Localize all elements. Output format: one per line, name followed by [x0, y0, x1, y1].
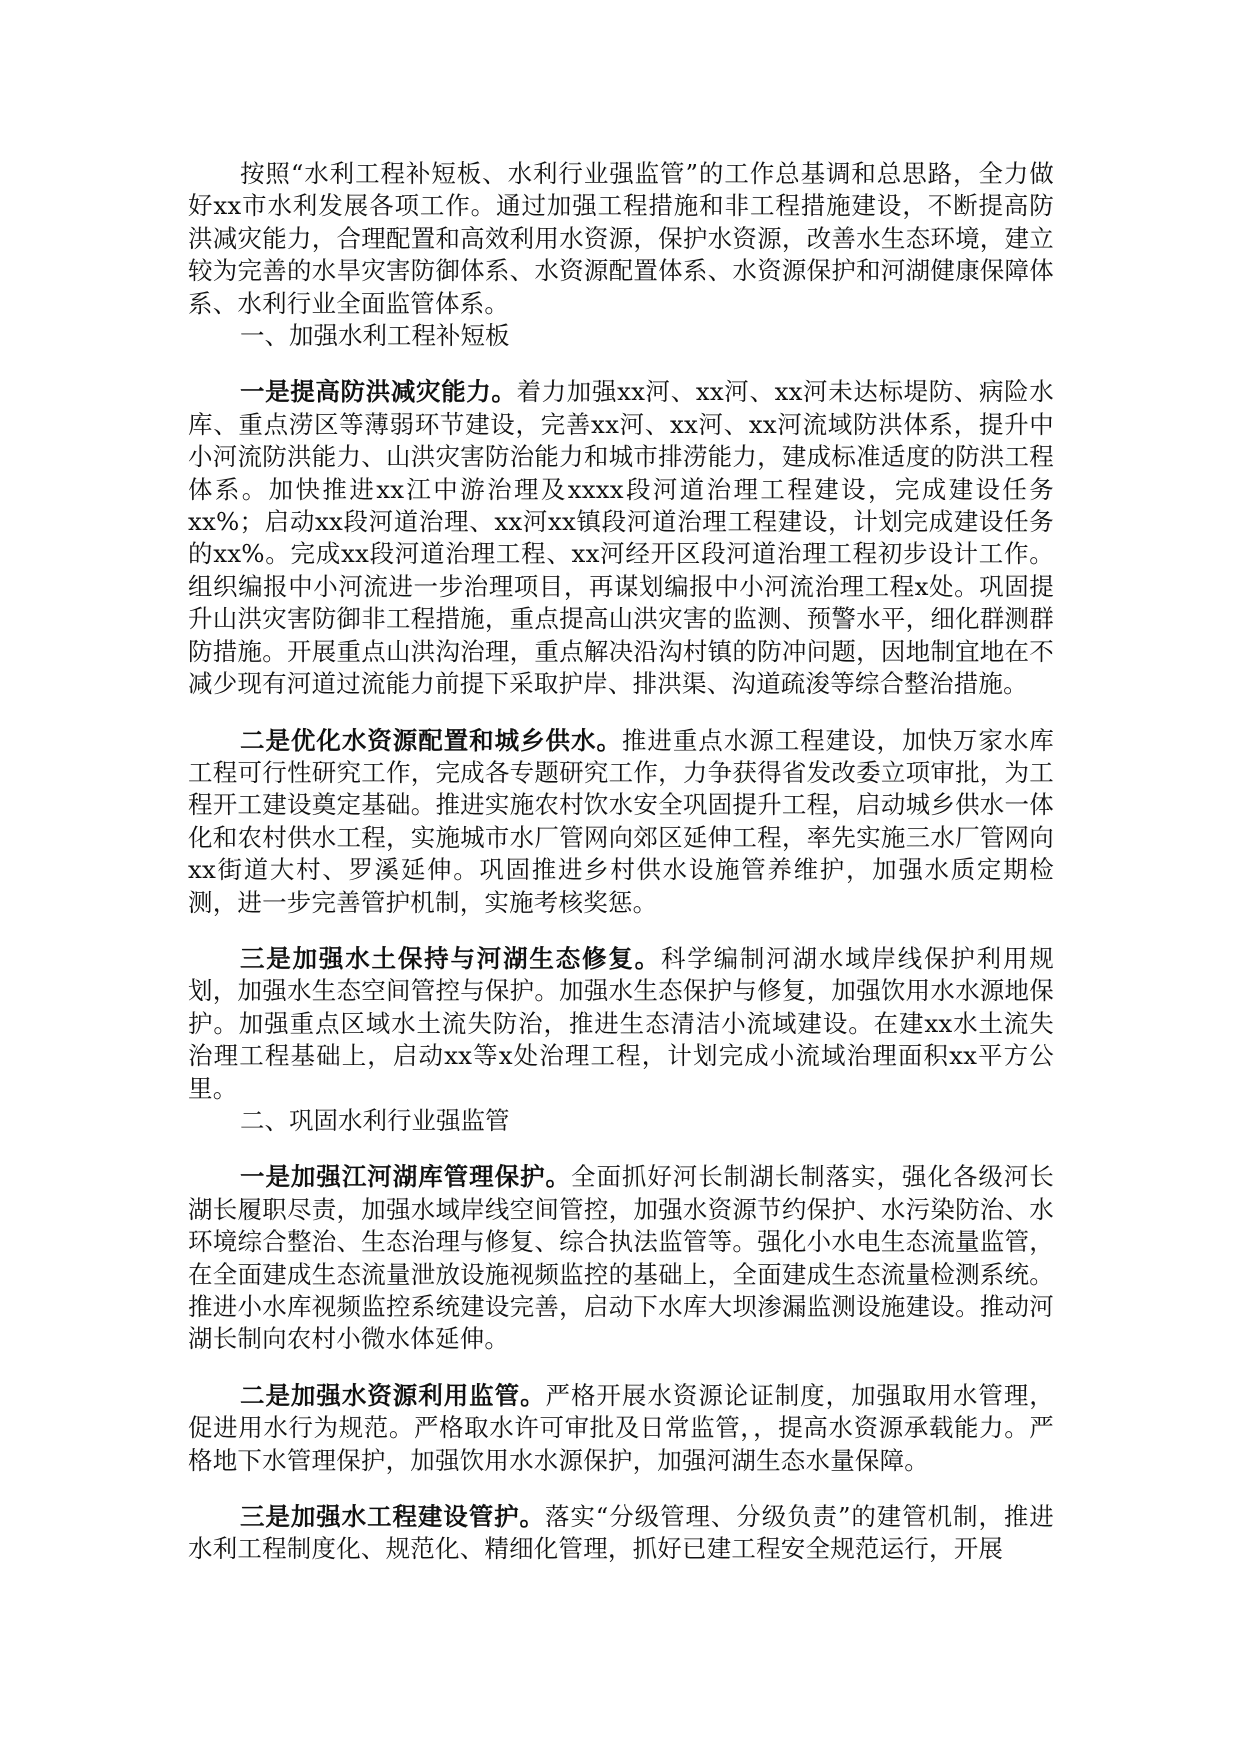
item-lead: 一是加强江河湖库管理保护。	[240, 1162, 571, 1192]
item-text: 落实“分级管理、分级负责”的建管机制，推进水利工程制度化、规范化、精细化管理，抓好已建工程安全规范运行，开展	[188, 1502, 1054, 1564]
item-lead: 三是加强水土保持与河湖生态修复。	[240, 943, 661, 973]
item-text: 着力加强xx河、xx河、xx河未达标堤防、病险水库、重点涝区等薄弱环节建设，完善xx河、xx河、xx河流域防洪体系，提升中小河流防洪能力、山洪灾害防治能力和城市排涝能力，建成标准适度的防洪工程体系。加快推进xx江中游治理及xxxx段河道治理工程建设，完成建设任务xx%；启动xx段河道治理、xx河xx镇段河道治理工程建设，计划完成建设任务的xx%。完成xx段河道治理工程、xx河经开区段河道治理工程初步设计工作。组织编报中小河流进一步治理项目，再谋划编报中小河流治理工程x处。巩固提升山洪灾害防御非工程措施，重点提高山洪灾害的监测、预警水平，细化群测群防措施。开展重点山洪沟治理，重点解决沿沟村镇的防冲问题，因地制宜地在不减少现有河道过流能力前提下采取护岸、排洪渠、沟道疏浚等综合整治措施。	[188, 377, 1055, 699]
item-text: 全面抓好河长制湖长制落实，强化各级河长湖长履职尽责，加强水域岸线空间管控，加强水资源节约保护、水污染防治、水环境综合整治、生态治理与修复、综合执法监管等。强化小水电生态流量监管，在全面建成生态流量泄放设施视频监控的基础上，全面建成生态流量检测系统。推进小水库视频监控系统建设完善，启动下水库大坝渗漏监测设施建设。推动河湖长制向农村小微水体延伸。	[188, 1162, 1054, 1354]
section-2-item-2	[188, 1380, 1054, 1477]
item-lead: 二是优化水资源配置和城乡供水。	[240, 725, 622, 755]
section-1-item-3	[188, 943, 1054, 1105]
item-text: 推进重点水源工程建设，加快万家水库工程可行性研究工作，完成各专题研究工作，力争获得省发改委立项审批，为工程开工建设奠定基础。推进实施农村饮水安全巩固提升工程，启动城乡供水一体化和农村供水工程，实施城市水厂管网向郊区延伸工程，率先实施三水厂管网向xx街道大村、罗溪延伸。巩固推进乡村供水设施管养维护，加强水质定期检测，进一步完善管护机制，实施考核奖惩。	[188, 725, 1054, 917]
item-text: 科学编制河湖水域岸线保护利用规划，加强水生态空间管控与保护。加强水生态保护与修复，加强饮用水水源地保护。加强重点区域水土流失防治，推进生态清洁小流域建设。在建xx水土流失治理工程基础上，启动xx等x处治理工程，计划完成小流域治理面积xx平方公里。	[188, 943, 1055, 1103]
section-2-item-1	[188, 1161, 1054, 1355]
item-lead: 二是加强水资源利用监管。	[240, 1380, 546, 1410]
section-1-item-2	[188, 725, 1054, 919]
section-heading-1: 一、加强水利工程补短板	[240, 321, 510, 351]
section-heading-2: 二、巩固水利行业强监管	[240, 1105, 510, 1135]
item-lead: 三是加强水工程建设管护。	[240, 1502, 545, 1532]
item-lead: 一是提高防洪减灾能力。	[240, 377, 517, 407]
document-page	[188, 158, 1054, 1566]
section-2-item-3	[188, 1501, 1054, 1566]
intro-paragraph: 按照“水利工程补短板、水利行业强监管”的工作总基调和总思路，全力做好xx市水利发展各项工作。通过加强工程措施和非工程措施建设，不断提高防洪减灾能力，合理配置和高效利用水资源，保护水资源，改善水生态环境，建立较为完善的水旱灾害防御体系、水资源配置体系、水资源保护和河湖健康保障体系、水利行业全面监管体系。	[188, 159, 1054, 318]
section-1-item-1	[188, 376, 1054, 700]
item-text: 严格开展水资源论证制度，加强取用水管理，促进用水行为规范。严格取水许可审批及日常监管，，提高水资源承载能力。严格地下水管理保护，加强饮用水水源保护，加强河湖生态水量保障。	[188, 1380, 1055, 1475]
